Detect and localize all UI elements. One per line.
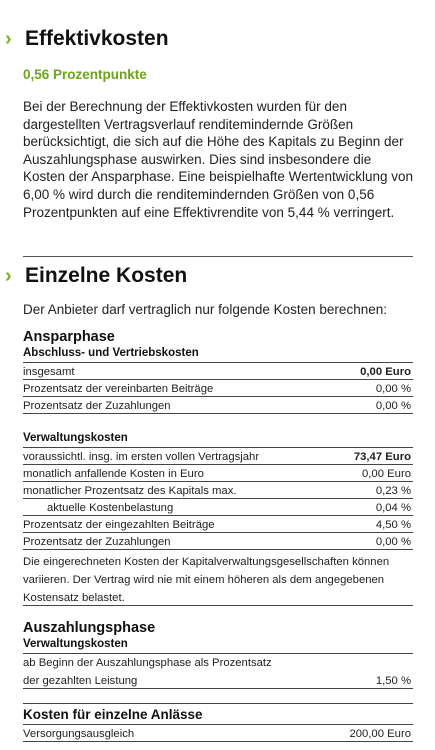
row-value: 0,00 Euro	[362, 468, 411, 480]
row-value: 0,00 Euro	[360, 366, 411, 378]
table-row	[23, 672, 413, 689]
einzelne-kosten-intro: Der Anbieter darf vertraglich nur folgende Kosten berechnen:	[23, 302, 387, 317]
row-label: insgesamt	[23, 366, 75, 378]
row-value: 0,04 %	[375, 502, 411, 514]
row-label: Prozentsatz der Zuzahlungen	[23, 400, 171, 412]
row-value: 1,50 %	[375, 675, 411, 687]
chevron-right-icon: ›	[5, 264, 12, 287]
table-row	[23, 516, 413, 533]
section-title: Effektivkosten	[25, 27, 169, 50]
auszahlung-label-line1: ab Beginn der Auszahlungsphase als Prozentsatz	[23, 657, 272, 669]
row-value: 0,00 %	[375, 536, 411, 548]
table-row	[23, 397, 413, 414]
row-label: monatlich anfallende Kosten in Euro	[23, 468, 204, 480]
row-label: Versorgungsausgleich	[23, 728, 135, 740]
row-label: voraussichtl. insg. im ersten vollen Vertragsjahr	[23, 451, 260, 463]
ansparphase-heading: Ansparphase	[23, 329, 115, 345]
section-title: Einzelne Kosten	[25, 264, 188, 287]
row-value: 73,47 Euro	[353, 451, 411, 463]
table-rule	[23, 653, 413, 654]
row-value: 0,00 %	[375, 400, 411, 412]
auszahlungsphase-heading: Auszahlungsphase	[23, 620, 156, 636]
table-row	[23, 499, 413, 516]
divider	[23, 256, 413, 257]
table-row	[23, 448, 413, 465]
table-row	[23, 363, 413, 380]
effektivkosten-text: Bei der Berechnung der Effektivkosten wurden für den dargestellten Vertragsverlauf renditemindernde Größen berücksichtigt, die sich auf die Höhe des Kapitals zu Beginn der Auszahlungsphase auswirken. Dies sind insbesondere die Kosten der Ansparphase. Eine beispielhafte Wertentwicklung von 6,00 % wird durch die renditemindernden Größen von 0,56 Prozentpunkten auf eine Effektivrendite von 5,44 % verringert.	[23, 99, 413, 220]
einzelne-kosten-heading	[5, 264, 187, 288]
effektivkosten-heading	[5, 27, 169, 51]
table-row	[23, 482, 413, 499]
chevron-right-icon: ›	[5, 27, 12, 50]
abschluss-heading: Abschluss- und Vertriebskosten	[23, 347, 199, 359]
row-label: Prozentsatz der eingezahlten Beiträge	[23, 519, 215, 531]
verwaltungskosten-note: Die eingerechneten Kosten der Kapitalverwaltungsgesellschaften können variieren. Der Vertrag wird nie mit einem höheren als dem angegebenen Kostensatz belastet.	[23, 556, 390, 604]
row-value: 0,23 %	[375, 485, 411, 497]
row-value: 4,50 %	[375, 519, 411, 531]
effektivkosten-value: 0,56 Prozentpunkte	[23, 67, 147, 82]
table-row	[23, 533, 413, 550]
row-value: 0,00 %	[375, 383, 411, 395]
table-rule	[23, 703, 413, 704]
row-label: Prozentsatz der vereinbarten Beiträge	[23, 383, 214, 395]
table-row	[23, 725, 413, 742]
auszahlung-verwaltungskosten-heading: Verwaltungskosten	[23, 638, 128, 650]
row-label: Prozentsatz der Zuzahlungen	[23, 536, 171, 548]
row-label: monatlicher Prozentsatz des Kapitals max.	[23, 485, 237, 497]
table-row	[23, 465, 413, 482]
verwaltungskosten-heading: Verwaltungskosten	[23, 432, 128, 444]
anlaesse-heading: Kosten für einzelne Anlässe	[23, 707, 203, 722]
table-rule	[23, 605, 413, 606]
row-label: der gezahlten Leistung	[23, 675, 138, 687]
row-label: aktuelle Kostenbelastung	[47, 502, 174, 514]
row-value: 200,00 Euro	[349, 728, 411, 740]
table-row	[23, 380, 413, 397]
